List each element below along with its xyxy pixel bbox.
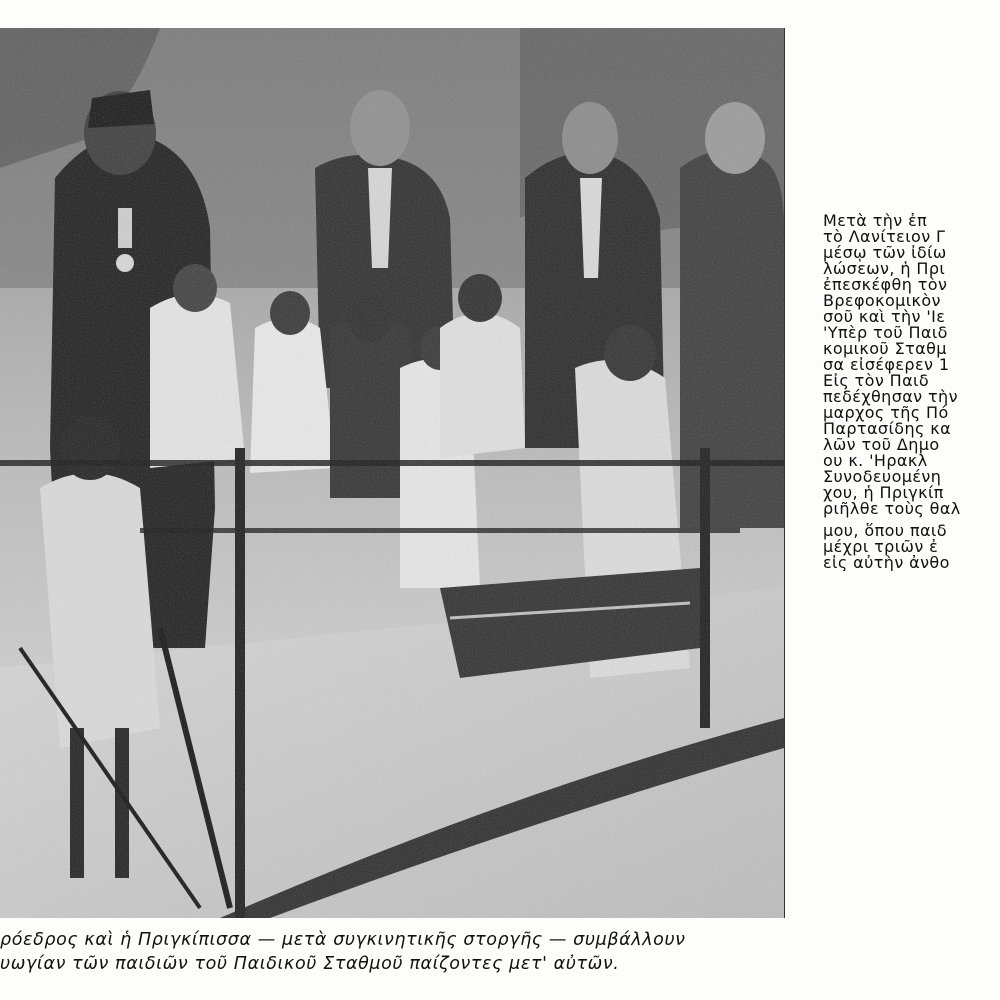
article-line: σα εἰσέφερεν 1: [823, 355, 950, 374]
article-line: 'Υπὲρ τοῦ Παιδ: [823, 323, 948, 342]
article-line: Μετὰ τὴν ἐπ: [823, 213, 928, 230]
article-line: μαρχος τῆς Πό: [823, 403, 949, 422]
article-line: σοῦ καὶ τὴν 'Ιε: [823, 307, 946, 326]
article-paragraph-2: [823, 523, 1000, 571]
article-line: τὸ Λανίτειον Γ: [823, 227, 946, 246]
article-line: κομικοῦ Σταθμ: [823, 339, 947, 358]
caption-line-1: ρόεδρος καὶ ἡ Πριγκίπισσα — μετὰ συγκινητικῆς στοργῆς — συμβάλλουν: [0, 930, 686, 950]
photograph-drawing: [0, 28, 784, 918]
article-line: ἐπεσκέφθη τὸν: [823, 275, 948, 294]
article-paragraph-1: [823, 213, 1000, 517]
article-line: πεδέχθησαν τὴν: [823, 387, 958, 406]
article-line: Παρτασίδης κα: [823, 419, 952, 438]
article-line: χου, ἡ Πριγκίπ: [823, 483, 944, 502]
article-column: [823, 213, 1000, 571]
article-line: λώσεων, ἡ Πρι: [823, 259, 946, 278]
article-line: μέσῳ τῶν ἰδίω: [823, 243, 947, 262]
news-photograph: [0, 28, 785, 918]
article-line: λῶν τοῦ Δημο: [823, 435, 940, 454]
article-line: Εἰς τὸν Παιδ: [823, 371, 930, 390]
photo-caption: [0, 928, 800, 976]
article-line: εἰς αὐτὴν ἀνθο: [823, 553, 950, 571]
article-line: Συνοδευομένη: [823, 467, 942, 486]
article-line: μέχρι τριῶν ἐ: [823, 537, 939, 556]
caption-line-2: υωγίαν τῶν παιδιῶν τοῦ Παιδικοῦ Σταθμοῦ παίζοντες μετ' αὐτῶν.: [0, 954, 620, 974]
article-line: ου κ. 'Ηρακλ: [823, 451, 928, 470]
article-line: Βρεφοκομικὸν: [823, 291, 941, 310]
article-line: μου, ὅπου παιδ: [823, 521, 947, 540]
article-line: ριῆλθε τοὺς θαλ: [823, 499, 961, 518]
